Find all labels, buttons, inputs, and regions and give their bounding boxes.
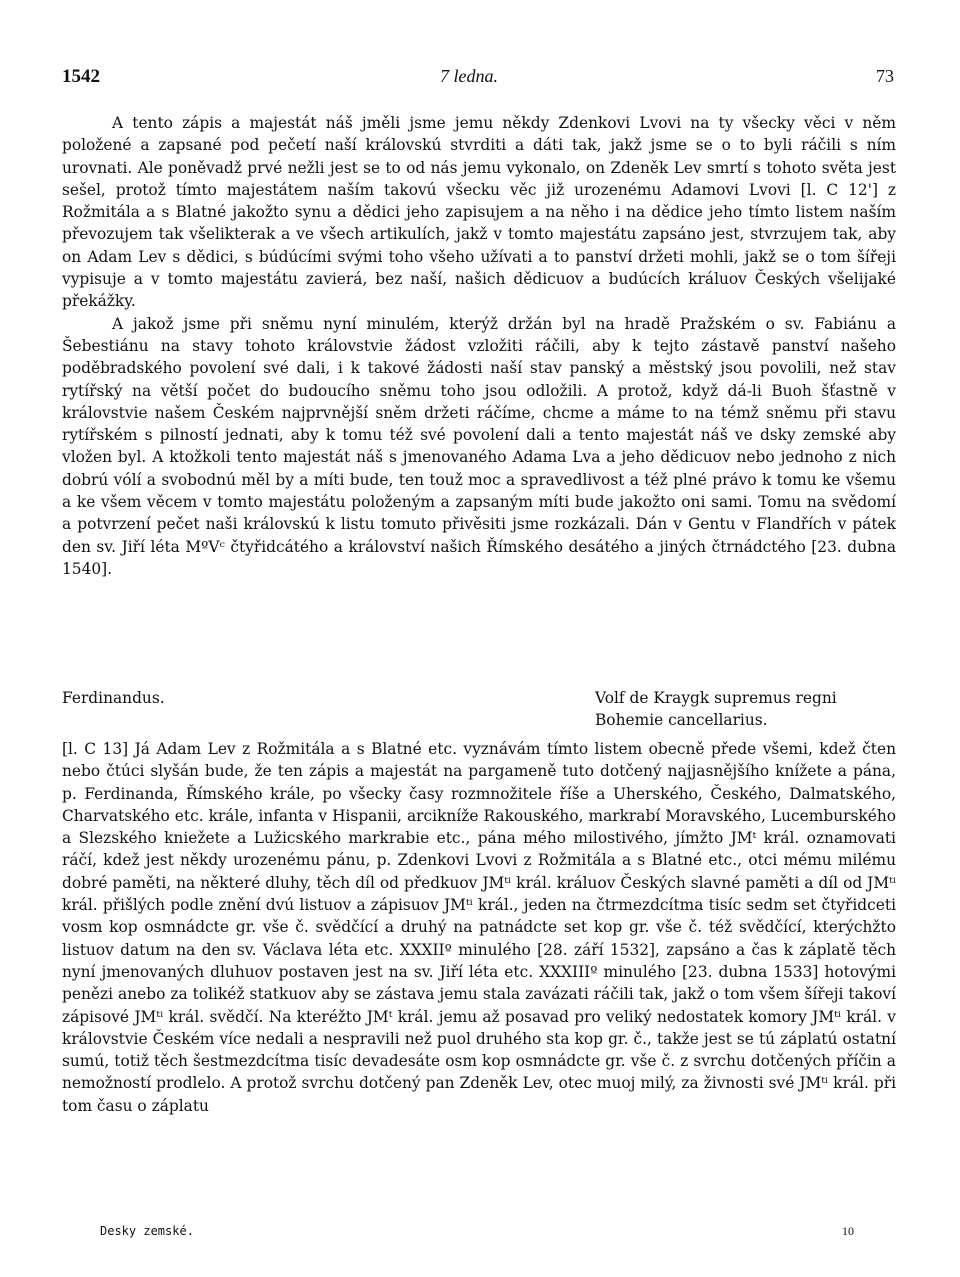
paragraph-2: A jakož jsme při sněmu nyní minulém, kterýž držán byl na hradě Pražském o sv. Fabiánu a Šebestiánu na stavy tohoto královstvie žádost vzložiti ráčili, aby k tejto zástavě panství našeho poděbradského povolení své dali, i k takové žádosti naší stav panský a městský jsou povolili, než stav rytířský na větší počet do budoucího sněmu toho jsou odložili. A protož, když dá-li Buoh šťastně v královstvie našem Českém najprvnější sněm držeti ráčíme, chcme a máme to na témž sněmu při stavu rytířském s pilností jednati, aby k tomu též své povolení dali a tento majestát náš ve dsky zemské aby vložen byl. A ktožkoli tento majestát náš s jmenovaného Adama Lva a jeho dědicuov nebo jednoho z nich dobrú vólí a svobodnú měl by a míti bude, ten touž moc a spravedlivost a též plné právo k tomu ke všemu a ke všem věcem v tomto majestátu položeným a zapsaným míti bude jakožto oni sami. Tomu na svědomí a potvrzení pečet naši královskú k listu tomuto přivěsiti jsme rozkázali. Dán v Gentu v Flandřích v pátek den sv. Jiří léta MºVᶜ čtyřidcátého a království našich Římského desátého a jiných čtrnádctého [23. dubna 1540]. <box>62 314 896 578</box>
header-year: 1542 <box>62 66 100 87</box>
header-date: 7 ledna. <box>440 66 498 86</box>
main-text <box>62 112 896 580</box>
header-page-number: 73 <box>876 66 894 86</box>
footer-source: Desky zemské. <box>100 1224 194 1238</box>
signature-chancellor-line2: Bohemie cancellarius. <box>595 711 768 730</box>
footer-sheet-number: 10 <box>842 1224 854 1238</box>
paragraph-1: A tento zápis a majestát náš jměli jsme jemu někdy Zdenkovi Lvovi na ty všecky věci v něm položené a zapsané pod pečetí naší královskú stvrditi a dáti tak, jakž jsme se o to byli ráčili s ním urovnati. Ale poněvadž prvé nežli jest se to od nás jemu vykonalo, on Zdeněk Lev smrtí s tohoto světa jest sešel, protož tímto majestátem naším takovú všecku věc již urozenému Adamovi Lvovi [l. C 12'] z Rožmitála a s Blatné jakožto synu a dědici jeho zapisujem a na něho i na dědice jeho tímto listem naším převozujem tak všelikterak a ve všech artikulích, jakž v tomto majestátu zapsáno jest, stvrzujem tak, aby on Adam Lev s dědici, s búdúcími svými toho všeho užívati a to panství držeti mohli, jakž se o tom šířeji vypisuje a v tomto majestátu zavierá, bez naší, našich dědicuov a budúcích králuov Českých všelijaké překážky. <box>62 114 896 311</box>
second-text <box>62 738 896 1117</box>
signature-chancellor <box>595 687 837 732</box>
signature-ferdinandus: Ferdinandus. <box>62 689 165 707</box>
signature-chancellor-line1: Volf de Kraygk supremus regni <box>595 689 837 707</box>
paragraph-3: [l. C 13] Já Adam Lev z Rožmitála a s Blatné etc. vyznávám tímto listem obecně přede všemi, kdež čten nebo čtúci slyšán bude, že ten zápis a majestát na pargameně tuto dotčený najjasnějšího knížete a pána, p. Ferdinanda, Římského krále, po všecky časy rozmnožitele říše a Uherského, Českého, Dalmatského, Charvatského etc. krále, infanta v Hispanii, arcikníže Rakouského, markrabí Moravského, Lucemburského a Slezského kniežete a Lužicského markrabie etc., pána mého milostivého, jímžto JMᵗ král. oznamovati ráčí, kdež jest někdy urozenému pánu, p. Zdenkovi Lvovi z Rožmitála a s Blatné etc., otci mému milému dobré paměti, na některé dluhy, těch díl od předkuov JMᵗⁱ král. králuov Českých slavné paměti a díl od JMᵗⁱ král. přišlých podle znění dvú listuov a zápisuov JMᵗⁱ král., jeden na čtrmezdcítma tisíc sedm set čtyřidceti vosm kop osmnádcte gr. vše č. svědčící a druhý na patnádcte set kop gr. vše č. též svědčící, kterýchžto listuov datum na den sv. Václava léta etc. XXXIIº minulého [28. září 1532], zapsáno a čas k záplatě těch nyní jmenovaných dluhuov postaven jest na sv. Jiří léta etc. XXXIIIº minulého [23. dubna 1533] hotovými penězi anebo za tolikéž statkuov aby se zástava jemu stala zavázati ráčili tak, jakž o tom všem šířeji takoví zápisové JMᵗⁱ král. svědčí. Na kteréžto JMᵗ král. jemu až posavad pro veliký nedostatek komory JMᵗⁱ král. v královstvie Českém více nedali a nespravili než puol druhého sta kop gr. č., takže jest se tú záplatú ostatní sumú, totiž těch šestmezdcítma tisíc devadesáte osm kop osmnádcte gr. vše č. z svrchu dotčených příčin a nemožností prodlelo. A protož svrchu dotčený pan Zdeněk Lev, otec muoj milý, za živnosti své JMᵗⁱ král. při tom času o záplatu <box>62 740 896 1115</box>
